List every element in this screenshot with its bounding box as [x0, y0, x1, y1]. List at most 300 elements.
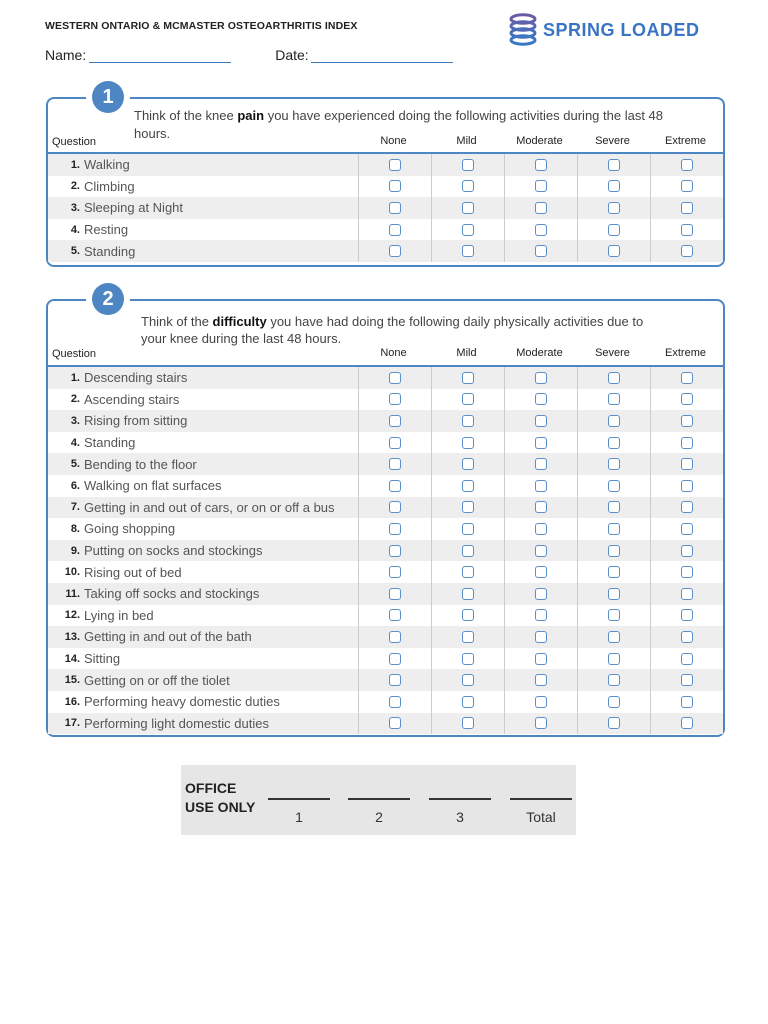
rating-cell — [650, 154, 723, 176]
rating-cell — [431, 389, 504, 411]
question-label: Bending to the floor — [84, 456, 197, 472]
question-number: 16. — [64, 695, 80, 708]
rating-cell — [431, 367, 504, 389]
rating-cell — [358, 540, 431, 562]
question-rows — [48, 152, 723, 262]
checkbox-moderate[interactable] — [535, 393, 547, 405]
checkbox-extreme[interactable] — [681, 393, 693, 405]
question-number: 17. — [64, 717, 80, 730]
question-row — [48, 605, 723, 627]
checkbox-severe[interactable] — [608, 631, 620, 643]
checkbox-severe[interactable] — [608, 458, 620, 470]
rating-cell — [504, 453, 577, 475]
rating-cell — [577, 453, 650, 475]
question-number: 1. — [70, 371, 80, 384]
checkbox-severe[interactable] — [608, 415, 620, 427]
checkbox-none[interactable] — [389, 159, 401, 171]
question-row — [48, 713, 723, 735]
checkbox-mild[interactable] — [462, 202, 474, 214]
checkbox-severe[interactable] — [608, 372, 620, 384]
question-label: Walking — [84, 157, 130, 173]
rating-cell — [577, 713, 650, 735]
checkbox-mild[interactable] — [462, 372, 474, 384]
question-label: Getting in and out of cars, or on or off a bus — [84, 499, 335, 515]
name-date-row — [45, 47, 453, 63]
rating-cell — [577, 540, 650, 562]
checkbox-extreme[interactable] — [681, 588, 693, 600]
checkbox-extreme[interactable] — [681, 458, 693, 470]
checkbox-moderate[interactable] — [535, 415, 547, 427]
checkbox-none[interactable] — [389, 674, 401, 686]
score-field-1[interactable]: 1 — [268, 798, 330, 825]
checkbox-severe[interactable] — [608, 393, 620, 405]
rating-cell — [577, 367, 650, 389]
checkbox-extreme[interactable] — [681, 631, 693, 643]
question-label: Taking off socks and stockings — [84, 586, 260, 602]
checkbox-extreme[interactable] — [681, 224, 693, 236]
checkbox-none[interactable] — [389, 566, 401, 578]
rating-cell — [577, 475, 650, 497]
rating-cell — [431, 240, 504, 262]
question-label: Standing — [84, 243, 136, 259]
checkbox-none[interactable] — [389, 437, 401, 449]
checkbox-severe[interactable] — [608, 609, 620, 621]
checkbox-mild[interactable] — [462, 674, 474, 686]
rating-cell — [431, 432, 504, 454]
checkbox-moderate[interactable] — [535, 501, 547, 513]
rating-cell — [504, 197, 577, 219]
checkbox-mild[interactable] — [462, 696, 474, 708]
question-row — [48, 561, 723, 583]
rating-cell — [431, 497, 504, 519]
checkbox-mild[interactable] — [462, 609, 474, 621]
rating-cell — [577, 154, 650, 176]
checkbox-extreme[interactable] — [681, 480, 693, 492]
rating-cell — [431, 154, 504, 176]
checkbox-extreme[interactable] — [681, 437, 693, 449]
score-field-2[interactable]: 2 — [348, 798, 410, 825]
rating-cell — [650, 626, 723, 648]
checkbox-extreme[interactable] — [681, 501, 693, 513]
rating-cell — [358, 475, 431, 497]
rating-cell — [650, 219, 723, 241]
rating-cell — [650, 432, 723, 454]
question-number: 2. — [70, 180, 80, 193]
checkbox-mild[interactable] — [462, 588, 474, 600]
rating-cell — [650, 518, 723, 540]
checkbox-mild[interactable] — [462, 159, 474, 171]
checkbox-extreme[interactable] — [681, 180, 693, 192]
question-column-label: Question — [52, 348, 97, 360]
rating-cell — [650, 669, 723, 691]
question-label: Putting on socks and stockings — [84, 543, 263, 559]
checkbox-mild[interactable] — [462, 224, 474, 236]
question-rows — [48, 365, 723, 734]
question-number: 13. — [64, 630, 80, 643]
column-header-severe: Severe — [595, 347, 630, 359]
checkbox-moderate[interactable] — [535, 523, 547, 535]
checkbox-none[interactable] — [389, 480, 401, 492]
rating-cell — [504, 367, 577, 389]
question-row — [48, 219, 723, 241]
question-number: 12. — [64, 609, 80, 622]
rating-cell — [358, 240, 431, 262]
date-field[interactable] — [311, 48, 453, 63]
checkbox-severe[interactable] — [608, 653, 620, 665]
checkbox-moderate[interactable] — [535, 372, 547, 384]
question-number: 1. — [70, 158, 80, 171]
checkbox-moderate[interactable] — [535, 437, 547, 449]
rating-cell — [358, 561, 431, 583]
checkbox-mild[interactable] — [462, 717, 474, 729]
question-label: Getting on or off the tiolet — [84, 672, 230, 688]
rating-cell — [504, 605, 577, 627]
checkbox-none[interactable] — [389, 501, 401, 513]
rating-cell — [650, 691, 723, 713]
checkbox-extreme[interactable] — [681, 415, 693, 427]
question-row — [48, 648, 723, 670]
office-use-label: OFFICE USE ONLY — [185, 780, 256, 815]
logo-text: SPRING LOADED — [543, 19, 700, 40]
checkbox-severe[interactable] — [608, 696, 620, 708]
checkbox-severe[interactable] — [608, 224, 620, 236]
question-row — [48, 453, 723, 475]
rating-cell — [358, 583, 431, 605]
question-label: Descending stairs — [84, 370, 188, 386]
checkbox-none[interactable] — [389, 717, 401, 729]
question-row — [48, 626, 723, 648]
checkbox-moderate[interactable] — [535, 180, 547, 192]
checkbox-mild[interactable] — [462, 545, 474, 557]
logo — [508, 13, 728, 47]
rating-cell — [577, 197, 650, 219]
checkbox-extreme[interactable] — [681, 609, 693, 621]
checkbox-none[interactable] — [389, 631, 401, 643]
question-label: Lying in bed — [84, 607, 154, 623]
checkbox-moderate[interactable] — [535, 224, 547, 236]
checkbox-mild[interactable] — [462, 480, 474, 492]
question-row — [48, 540, 723, 562]
question-row — [48, 176, 723, 198]
question-number: 8. — [70, 522, 80, 535]
checkbox-mild[interactable] — [462, 631, 474, 643]
question-number: 7. — [70, 501, 80, 514]
rating-cell — [431, 453, 504, 475]
rating-cell — [577, 410, 650, 432]
checkbox-none[interactable] — [389, 372, 401, 384]
rating-cell — [650, 540, 723, 562]
rating-cell — [358, 648, 431, 670]
rating-cell — [431, 410, 504, 432]
document-title: WESTERN ONTARIO & MCMASTER OSTEOARTHRITIS INDEX — [45, 20, 358, 32]
question-row — [48, 240, 723, 262]
name-field[interactable] — [89, 48, 231, 63]
rating-cell — [358, 453, 431, 475]
question-number: 5. — [70, 458, 80, 471]
question-label: Climbing — [84, 178, 135, 194]
checkbox-mild[interactable] — [462, 458, 474, 470]
checkbox-moderate[interactable] — [535, 245, 547, 257]
checkbox-moderate[interactable] — [535, 674, 547, 686]
checkbox-severe[interactable] — [608, 180, 620, 192]
rating-cell — [358, 605, 431, 627]
rating-cell — [358, 197, 431, 219]
rating-cell — [577, 561, 650, 583]
column-header-none: None — [380, 135, 407, 147]
question-label: Walking on flat surfaces — [84, 478, 222, 494]
rating-cell — [358, 713, 431, 735]
question-number: 3. — [70, 414, 80, 427]
rating-cell — [577, 583, 650, 605]
checkbox-moderate[interactable] — [535, 202, 547, 214]
rating-cell — [650, 240, 723, 262]
question-number: 5. — [70, 245, 80, 258]
checkbox-moderate[interactable] — [535, 696, 547, 708]
checkbox-none[interactable] — [389, 202, 401, 214]
rating-cell — [358, 176, 431, 198]
rating-cell — [504, 626, 577, 648]
question-row — [48, 410, 723, 432]
rating-cell — [650, 475, 723, 497]
question-row — [48, 583, 723, 605]
rating-cell — [358, 219, 431, 241]
checkbox-mild[interactable] — [462, 566, 474, 578]
checkbox-none[interactable] — [389, 523, 401, 535]
pain-section — [46, 85, 725, 267]
question-label: Rising from sitting — [84, 413, 188, 429]
checkbox-severe[interactable] — [608, 523, 620, 535]
checkbox-severe[interactable] — [608, 588, 620, 600]
question-number: 10. — [64, 566, 80, 579]
rating-cell — [577, 389, 650, 411]
question-label: Performing heavy domestic duties — [84, 694, 280, 710]
rating-cell — [358, 154, 431, 176]
question-number: 6. — [70, 479, 80, 492]
checkbox-none[interactable] — [389, 180, 401, 192]
checkbox-extreme[interactable] — [681, 653, 693, 665]
question-number: 2. — [70, 393, 80, 406]
checkbox-severe[interactable] — [608, 159, 620, 171]
checkbox-mild[interactable] — [462, 501, 474, 513]
checkbox-mild[interactable] — [462, 653, 474, 665]
rating-cell — [358, 410, 431, 432]
score-field-3[interactable]: 3 — [429, 798, 491, 825]
rating-cell — [431, 475, 504, 497]
checkbox-extreme[interactable] — [681, 202, 693, 214]
column-header-mild: Mild — [456, 347, 477, 359]
rating-cell — [358, 518, 431, 540]
rating-cell — [431, 669, 504, 691]
question-label: Sitting — [84, 651, 121, 667]
checkbox-extreme[interactable] — [681, 372, 693, 384]
checkbox-severe[interactable] — [608, 245, 620, 257]
question-number: 11. — [65, 587, 80, 600]
rating-cell — [504, 154, 577, 176]
rating-cell — [358, 691, 431, 713]
question-row — [48, 432, 723, 454]
rating-cell — [577, 240, 650, 262]
score-field-total[interactable]: Total — [510, 798, 572, 825]
checkbox-moderate[interactable] — [535, 480, 547, 492]
question-label: Standing — [84, 435, 136, 451]
rating-cell — [358, 626, 431, 648]
rating-cell — [650, 176, 723, 198]
rating-cell — [650, 497, 723, 519]
checkbox-moderate[interactable] — [535, 631, 547, 643]
question-label: Sleeping at Night — [84, 200, 184, 216]
checkbox-severe[interactable] — [608, 674, 620, 686]
rating-cell — [650, 453, 723, 475]
rating-cell — [358, 389, 431, 411]
rating-cell — [504, 648, 577, 670]
checkbox-severe[interactable] — [608, 480, 620, 492]
rating-cell — [504, 583, 577, 605]
question-number: 4. — [70, 436, 80, 449]
question-number: 9. — [70, 544, 80, 557]
rating-cell — [650, 583, 723, 605]
checkbox-moderate[interactable] — [535, 588, 547, 600]
checkbox-mild[interactable] — [462, 437, 474, 449]
rating-cell — [504, 497, 577, 519]
checkbox-mild[interactable] — [462, 180, 474, 192]
rating-cell — [358, 367, 431, 389]
rating-cell — [504, 389, 577, 411]
question-label: Getting in and out of the bath — [84, 629, 252, 645]
rating-cell — [650, 197, 723, 219]
column-header-none: None — [380, 347, 407, 359]
checkbox-extreme[interactable] — [681, 523, 693, 535]
checkbox-extreme[interactable] — [681, 696, 693, 708]
rating-cell — [431, 713, 504, 735]
rating-cell — [577, 176, 650, 198]
checkbox-severe[interactable] — [608, 202, 620, 214]
rating-cell — [504, 432, 577, 454]
checkbox-mild[interactable] — [462, 245, 474, 257]
question-row — [48, 389, 723, 411]
checkbox-moderate[interactable] — [535, 717, 547, 729]
checkbox-severe[interactable] — [608, 437, 620, 449]
rating-cell — [650, 648, 723, 670]
checkbox-none[interactable] — [389, 458, 401, 470]
rating-cell — [577, 432, 650, 454]
checkbox-severe[interactable] — [608, 501, 620, 513]
rating-cell — [504, 540, 577, 562]
rating-cell — [504, 713, 577, 735]
office-use-box — [181, 765, 576, 835]
rating-cell — [504, 240, 577, 262]
checkbox-none[interactable] — [389, 609, 401, 621]
question-row — [48, 518, 723, 540]
date-label: Date: — [275, 47, 309, 63]
name-label: Name: — [45, 47, 87, 63]
rating-cell — [431, 561, 504, 583]
rating-cell — [504, 176, 577, 198]
rating-cell — [358, 669, 431, 691]
rating-cell — [650, 561, 723, 583]
rating-cell — [504, 475, 577, 497]
question-number: 14. — [64, 652, 80, 665]
rating-cell — [431, 605, 504, 627]
checkbox-none[interactable] — [389, 696, 401, 708]
checkbox-moderate[interactable] — [535, 653, 547, 665]
section-instruction: Think of the knee pain you have experienced doing the following activities during the last 48 hours. — [134, 108, 663, 141]
checkbox-moderate[interactable] — [535, 566, 547, 578]
rating-cell — [358, 497, 431, 519]
spring-coil-icon — [508, 13, 538, 47]
checkbox-none[interactable] — [389, 393, 401, 405]
rating-cell — [577, 497, 650, 519]
rating-cell — [504, 691, 577, 713]
checkbox-none[interactable] — [389, 588, 401, 600]
column-header-mild: Mild — [456, 135, 477, 147]
checkbox-extreme[interactable] — [681, 545, 693, 557]
question-row — [48, 197, 723, 219]
checkbox-moderate[interactable] — [535, 545, 547, 557]
rating-cell — [650, 410, 723, 432]
rating-cell — [431, 197, 504, 219]
difficulty-section — [46, 287, 725, 737]
rating-cell — [650, 605, 723, 627]
rating-cell — [431, 518, 504, 540]
column-header-moderate: Moderate — [516, 135, 563, 147]
checkbox-mild[interactable] — [462, 523, 474, 535]
column-header-extreme: Extreme — [665, 347, 706, 359]
question-number: 3. — [70, 201, 80, 214]
checkbox-none[interactable] — [389, 245, 401, 257]
question-label: Going shopping — [84, 521, 176, 537]
checkbox-extreme[interactable] — [681, 566, 693, 578]
question-label: Performing light domestic duties — [84, 715, 269, 731]
rating-cell — [431, 176, 504, 198]
checkbox-severe[interactable] — [608, 566, 620, 578]
question-row — [48, 669, 723, 691]
rating-cell — [577, 669, 650, 691]
rating-cell — [577, 648, 650, 670]
checkbox-severe[interactable] — [608, 545, 620, 557]
column-header-severe: Severe — [595, 135, 630, 147]
checkbox-mild[interactable] — [462, 393, 474, 405]
rating-cell — [431, 691, 504, 713]
checkbox-none[interactable] — [389, 224, 401, 236]
question-column-label: Question — [52, 136, 97, 148]
checkbox-mild[interactable] — [462, 415, 474, 427]
question-label: Ascending stairs — [84, 391, 180, 407]
section-instruction: Think of the difficulty you have had doing the following daily physically activities due to your knee during the last 48 hours. — [141, 314, 644, 346]
checkbox-none[interactable] — [389, 653, 401, 665]
rating-cell — [504, 219, 577, 241]
checkbox-none[interactable] — [389, 415, 401, 427]
rating-cell — [504, 561, 577, 583]
checkbox-moderate[interactable] — [535, 609, 547, 621]
rating-cell — [431, 219, 504, 241]
checkbox-extreme[interactable] — [681, 674, 693, 686]
rating-cell — [504, 410, 577, 432]
question-row — [48, 691, 723, 713]
checkbox-none[interactable] — [389, 545, 401, 557]
checkbox-extreme[interactable] — [681, 717, 693, 729]
checkbox-extreme[interactable] — [681, 159, 693, 171]
rating-cell — [650, 389, 723, 411]
checkbox-severe[interactable] — [608, 717, 620, 729]
checkbox-extreme[interactable] — [681, 245, 693, 257]
checkbox-moderate[interactable] — [535, 159, 547, 171]
question-label: Rising out of bed — [84, 564, 182, 580]
column-header-extreme: Extreme — [665, 135, 706, 147]
question-row — [48, 367, 723, 389]
checkbox-moderate[interactable] — [535, 458, 547, 470]
rating-cell — [577, 518, 650, 540]
question-number: 4. — [70, 223, 80, 236]
